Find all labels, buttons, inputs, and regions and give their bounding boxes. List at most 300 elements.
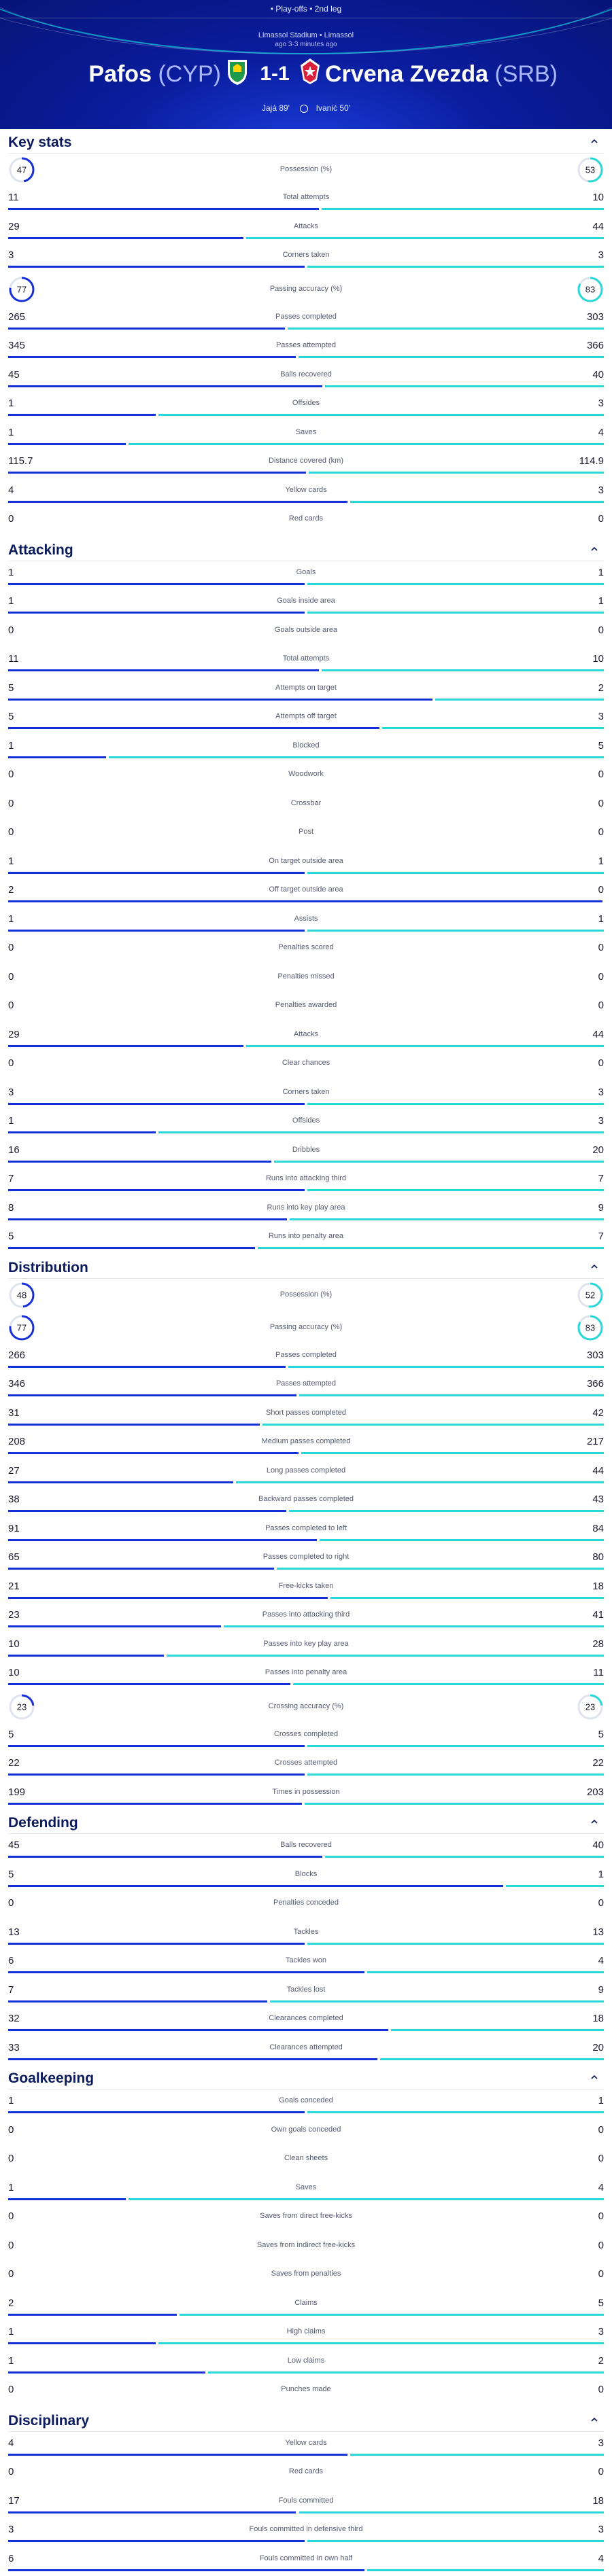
away-value: 2	[598, 682, 604, 694]
section-title: Goalkeeping	[8, 2070, 94, 2087]
home-value: 0	[8, 769, 14, 780]
home-value: 10	[8, 1667, 20, 1678]
stat-row-passing-accuracy	[8, 273, 604, 306]
home-value: 0	[8, 942, 14, 953]
stat-label: Corners taken	[117, 1088, 495, 1096]
home-stat-ring	[8, 1693, 35, 1721]
away-value: 0	[598, 1000, 604, 1011]
away-bar	[330, 1597, 604, 1599]
stat-label: Goals inside area	[117, 597, 495, 605]
stat-label: Total attempts	[117, 193, 495, 201]
away-bar	[325, 1856, 604, 1858]
stat-row-balls-recovered	[8, 1834, 604, 1863]
stat-row-crossing-accuracy	[8, 1691, 604, 1723]
home-value: 0	[8, 798, 14, 809]
home-bar	[8, 930, 305, 932]
home-bar	[8, 583, 305, 585]
away-value: 0	[598, 513, 604, 525]
home-value: 11	[8, 653, 19, 665]
home-team[interactable]	[88, 61, 221, 88]
away-value: 0	[598, 971, 604, 983]
stat-row-goals-inside-area	[8, 590, 604, 619]
home-value: 5	[8, 1869, 14, 1880]
stat-row-penalties-missed	[8, 966, 604, 995]
home-value: 265	[8, 311, 25, 323]
away-team-name: Crvena Zvezda	[325, 61, 488, 87]
away-value: 0	[598, 942, 604, 953]
stat-label: Saves	[117, 428, 495, 436]
stat-row-low-claims	[8, 2350, 604, 2379]
away-value: 5	[598, 1729, 604, 1740]
stat-label: Possession (%)	[117, 165, 495, 173]
chevron-up-icon[interactable]	[590, 1263, 598, 1271]
chevron-up-icon[interactable]	[590, 2416, 598, 2424]
away-value: 44	[592, 221, 604, 232]
stat-row-tackles	[8, 1921, 604, 1950]
stat-row-passes-attempted	[8, 1373, 604, 1402]
home-value: 208	[8, 1436, 25, 1447]
away-bar	[307, 2540, 604, 2542]
away-bar	[129, 2198, 604, 2200]
section-header[interactable]	[8, 1254, 604, 1279]
stat-label: Penalties missed	[117, 972, 495, 981]
home-team-name: Pafos	[88, 61, 152, 87]
home-value: 0	[8, 2384, 14, 2395]
stat-label: High claims	[117, 2327, 495, 2335]
home-value: 266	[8, 1349, 25, 1361]
stat-row-passes-completed-to-right	[8, 1546, 604, 1575]
stat-row-assists	[8, 908, 604, 937]
stat-label: Post	[117, 828, 495, 836]
away-value: 40	[592, 1839, 604, 1851]
stat-row-goals-conceded	[8, 2089, 604, 2119]
away-value: 4	[598, 2553, 604, 2564]
stat-row-post	[8, 821, 604, 850]
stat-label: Yellow cards	[117, 486, 495, 494]
away-value: 1	[598, 567, 604, 578]
stat-label: Crossing accuracy (%)	[117, 1702, 495, 1710]
stat-row-fouls-committed-in-defensive-third	[8, 2518, 604, 2547]
stat-label: Penalties scored	[117, 943, 495, 951]
home-value: 21	[8, 1581, 20, 1592]
away-value: 366	[587, 340, 604, 351]
away-crest-icon[interactable]	[299, 57, 321, 86]
home-value: 0	[8, 2153, 14, 2164]
home-value: 29	[8, 221, 20, 232]
stat-label: Passes into attacking third	[117, 1610, 495, 1619]
away-bar	[158, 1131, 604, 1133]
stat-label: Times in possession	[117, 1788, 495, 1796]
home-value: 5	[8, 1729, 14, 1740]
away-bar	[158, 2342, 604, 2344]
stat-label: Attempts off target	[117, 712, 495, 720]
home-value: 3	[8, 1087, 14, 1098]
away-stat-ring	[577, 1693, 604, 1721]
away-value: 0	[598, 769, 604, 780]
section-disciplinary	[0, 2407, 612, 2576]
home-bar	[8, 385, 322, 387]
away-bar	[382, 727, 605, 729]
stat-row-medium-passes-completed	[8, 1430, 604, 1460]
away-value: 5	[598, 2297, 604, 2309]
stat-label: Red cards	[117, 514, 495, 523]
home-bar	[8, 1481, 233, 1483]
section-attacking	[0, 537, 612, 1254]
home-bar	[8, 2569, 364, 2571]
home-value: 0	[8, 971, 14, 983]
stat-label: Saves from indirect free-kicks	[117, 2241, 495, 2249]
ring-value: 23	[585, 1701, 595, 1712]
away-value: 42	[592, 1407, 604, 1419]
away-value: 0	[598, 2124, 604, 2136]
home-value: 2	[8, 884, 14, 896]
away-value: 0	[598, 624, 604, 636]
home-value: 91	[8, 1523, 20, 1534]
stat-label: Low claims	[117, 2357, 495, 2365]
home-bar	[8, 328, 285, 330]
stat-label: Passes attempted	[117, 1379, 495, 1388]
home-bar	[8, 1655, 164, 1657]
away-value: 10	[592, 192, 604, 203]
home-bar	[8, 756, 106, 758]
stat-row-red-cards	[8, 2460, 604, 2490]
away-stat-ring	[577, 156, 604, 183]
away-value: 0	[598, 1897, 604, 1909]
stat-row-passes-into-key-play-area	[8, 1633, 604, 1662]
home-value: 33	[8, 2042, 20, 2053]
away-bar	[309, 472, 604, 474]
stat-row-attempts-off-target	[8, 705, 604, 735]
stat-row-penalties-scored	[8, 936, 604, 966]
stat-row-crossbar	[8, 792, 604, 822]
away-bar	[380, 2058, 604, 2060]
ring-value: 48	[17, 1290, 27, 1300]
home-bar	[8, 1745, 305, 1747]
away-value: 0	[598, 884, 604, 896]
away-bar	[288, 328, 604, 330]
stat-row-fouls-committed-in-own-half	[8, 2547, 604, 2576]
stats-sections	[0, 129, 612, 2576]
away-team[interactable]	[325, 61, 558, 88]
away-value: 43	[592, 1494, 604, 1505]
stat-row-saves	[8, 2176, 604, 2206]
home-bar	[8, 1218, 287, 1220]
away-bar	[277, 1568, 604, 1570]
stat-label: Clear chances	[117, 1059, 495, 1067]
home-value: 115.7	[8, 455, 33, 467]
stat-row-free-kicks-taken	[8, 1575, 604, 1604]
chevron-up-icon[interactable]	[590, 137, 598, 145]
ring-value: 77	[17, 284, 27, 294]
stat-label: Penalties conceded	[117, 1899, 495, 1907]
stat-row-possession	[8, 154, 604, 186]
section-defending	[0, 1810, 612, 2065]
section-header[interactable]	[8, 2407, 604, 2432]
stat-row-attacks	[8, 215, 604, 245]
away-bar	[307, 1103, 604, 1105]
home-value: 345	[8, 340, 25, 351]
stat-row-yellow-cards	[8, 2432, 604, 2461]
away-value: 1	[598, 913, 604, 925]
away-bar	[180, 2314, 604, 2316]
stat-row-runs-into-key-play-area	[8, 1197, 604, 1226]
home-value: 0	[8, 2124, 14, 2136]
away-bar	[307, 583, 604, 585]
away-value: 3	[598, 1115, 604, 1127]
away-value: 20	[592, 2042, 604, 2053]
away-value: 0	[598, 798, 604, 809]
stat-row-total-attempts	[8, 186, 604, 215]
away-value: 3	[598, 2524, 604, 2535]
stat-row-clearances-completed	[8, 2007, 604, 2036]
stat-label: Corners taken	[117, 251, 495, 259]
away-value: 44	[592, 1029, 604, 1040]
stat-label: Runs into attacking third	[117, 1174, 495, 1182]
ring-value: 83	[585, 284, 595, 294]
home-value: 45	[8, 369, 20, 381]
section-header[interactable]	[8, 1810, 604, 1834]
stat-label: Medium passes completed	[117, 1437, 495, 1445]
away-value: 5	[598, 740, 604, 752]
home-bar	[8, 872, 305, 874]
away-bar	[290, 1218, 604, 1220]
away-value: 114.9	[579, 455, 604, 467]
stat-row-high-claims	[8, 2321, 604, 2350]
stat-label: Passes completed	[117, 313, 495, 321]
away-bar	[299, 2511, 605, 2513]
home-value: 17	[8, 2495, 20, 2507]
home-bar	[8, 1943, 305, 1945]
stat-label: Crosses completed	[117, 1730, 495, 1738]
away-bar	[299, 356, 604, 358]
stat-label: Crosses attempted	[117, 1759, 495, 1767]
away-value: 18	[592, 2495, 604, 2507]
stat-label: Offsides	[117, 399, 495, 407]
stat-row-fouls-committed	[8, 2490, 604, 2519]
home-value: 0	[8, 2210, 14, 2222]
stat-label: Punches made	[117, 2385, 495, 2393]
away-value: 1	[598, 2095, 604, 2106]
away-bar	[307, 1943, 604, 1945]
stat-label: Balls recovered	[117, 370, 495, 378]
away-bar	[262, 1424, 604, 1426]
home-bar	[8, 1161, 271, 1163]
stat-label: Passes completed to right	[117, 1553, 495, 1561]
away-value: 40	[592, 369, 604, 381]
home-value: 199	[8, 1786, 25, 1798]
home-value: 4	[8, 2437, 14, 2449]
stat-label: Passes attempted	[117, 341, 495, 349]
stat-label: Tackles won	[117, 1956, 495, 1964]
stat-label: Attempts on target	[117, 684, 495, 692]
ring-value: 77	[17, 1322, 27, 1333]
home-bar	[8, 2371, 205, 2374]
home-bar	[8, 900, 602, 902]
away-value: 7	[598, 1173, 604, 1184]
ring-value: 23	[17, 1701, 27, 1712]
home-value: 23	[8, 1609, 20, 1621]
home-bar	[8, 1510, 286, 1512]
home-bar	[8, 1774, 305, 1776]
home-bar	[8, 1424, 260, 1426]
home-bar	[8, 1856, 322, 1858]
stat-row-crosses-completed	[8, 1723, 604, 1752]
stat-label: Passes completed	[117, 1351, 495, 1359]
home-bar	[8, 237, 243, 239]
home-bar	[8, 2454, 347, 2456]
stat-row-passes-into-penalty-area	[8, 1661, 604, 1691]
stat-label: Blocks	[117, 1870, 495, 1878]
home-bar	[8, 1597, 328, 1599]
away-value: 303	[587, 1349, 604, 1361]
away-bar	[320, 1539, 604, 1541]
away-bar	[246, 1045, 604, 1047]
home-value: 1	[8, 398, 14, 409]
home-crest-icon[interactable]	[226, 57, 249, 86]
home-bar	[8, 1568, 274, 1570]
stat-row-offsides	[8, 392, 604, 421]
home-value: 1	[8, 2095, 14, 2106]
stat-label: Fouls committed in own half	[117, 2554, 495, 2562]
away-value: 4	[598, 427, 604, 438]
away-value: 203	[587, 1786, 604, 1798]
home-value: 1	[8, 855, 14, 867]
stat-label: Fouls committed in defensive third	[117, 2525, 495, 2533]
away-value: 303	[587, 311, 604, 323]
stat-label: Tackles lost	[117, 1986, 495, 1994]
stat-label: Penalties awarded	[117, 1001, 495, 1009]
home-bar	[8, 1394, 296, 1396]
home-value: 1	[8, 913, 14, 925]
away-value: 0	[598, 2210, 604, 2222]
home-value: 0	[8, 1057, 14, 1069]
stat-row-long-passes-completed	[8, 1460, 604, 1489]
home-stat-ring	[8, 1282, 35, 1309]
away-bar	[391, 2029, 604, 2031]
home-value: 7	[8, 1173, 14, 1184]
stat-row-passes-completed-to-left	[8, 1517, 604, 1547]
stat-row-saves-from-indirect-free-kicks	[8, 2234, 604, 2263]
home-value: 7	[8, 1984, 14, 1996]
home-bar	[8, 727, 379, 729]
ring-value: 53	[585, 165, 595, 175]
stat-label: Passes completed to left	[117, 1524, 495, 1532]
away-value: 18	[592, 1581, 604, 1592]
section-title: Distribution	[8, 1260, 88, 1276]
stat-row-tackles-lost	[8, 1979, 604, 2008]
stat-label: Backward passes completed	[117, 1495, 495, 1503]
away-value: 3	[598, 2326, 604, 2337]
stat-label: Free-kicks taken	[117, 1582, 495, 1590]
stat-label: Possession (%)	[117, 1290, 495, 1299]
section-header[interactable]	[8, 2065, 604, 2089]
section-header[interactable]	[8, 537, 604, 561]
home-value: 6	[8, 1955, 14, 1966]
stat-row-on-target-outside-area	[8, 850, 604, 879]
home-value: 1	[8, 2355, 14, 2367]
home-bar	[8, 612, 305, 614]
away-bar	[307, 930, 604, 932]
stat-row-offsides	[8, 1110, 604, 1139]
stat-label: Blocked	[117, 741, 495, 749]
stat-label: Long passes completed	[117, 1466, 495, 1475]
home-value: 31	[8, 1407, 20, 1419]
home-bar	[8, 2058, 377, 2060]
stat-label: Saves from penalties	[117, 2270, 495, 2278]
stat-label: Dribbles	[117, 1146, 495, 1154]
stat-row-yellow-cards	[8, 479, 604, 508]
chevron-up-icon[interactable]	[590, 545, 598, 553]
home-value: 32	[8, 2013, 20, 2024]
section-title: Attacking	[8, 542, 73, 559]
home-bar	[8, 1103, 305, 1105]
away-value: 1	[598, 1869, 604, 1880]
stat-label: Clearances attempted	[117, 2043, 495, 2051]
stat-row-passing-accuracy	[8, 1311, 604, 1344]
away-value: 0	[598, 826, 604, 838]
home-bar	[8, 2342, 156, 2344]
section-goalkeeping	[0, 2065, 612, 2407]
chevron-up-icon[interactable]	[590, 2073, 598, 2081]
stat-row-distance-covered-km	[8, 450, 604, 479]
stat-row-attacks	[8, 1023, 604, 1053]
section-title: Key stats	[8, 135, 71, 151]
away-bar	[246, 237, 604, 239]
stat-label: Goals	[117, 568, 495, 576]
home-value: 1	[8, 2326, 14, 2337]
stat-label: Claims	[117, 2299, 495, 2307]
stat-label: Yellow cards	[117, 2439, 495, 2447]
home-value: 29	[8, 1029, 20, 1040]
home-value: 22	[8, 1757, 20, 1769]
home-bar	[8, 266, 305, 268]
stat-row-crosses-attempted	[8, 1752, 604, 1781]
away-scorer: Ivanić 50'	[316, 103, 350, 113]
stat-label: Tackles	[117, 1928, 495, 1936]
section-header[interactable]	[8, 129, 604, 154]
chevron-up-icon[interactable]	[590, 1818, 598, 1826]
away-value: 84	[592, 1523, 604, 1534]
home-value: 1	[8, 427, 14, 438]
stat-label: Short passes completed	[117, 1409, 495, 1417]
stat-row-punches-made	[8, 2378, 604, 2407]
home-value: 65	[8, 1551, 20, 1563]
stat-row-corners-taken	[8, 1081, 604, 1110]
away-bar	[158, 414, 604, 416]
goal-scorers	[0, 103, 612, 113]
stat-label: Runs into key play area	[117, 1203, 495, 1212]
stat-label: Offsides	[117, 1116, 495, 1125]
away-value: 4	[598, 2182, 604, 2193]
away-bar	[167, 1655, 604, 1657]
stat-label: Goals outside area	[117, 626, 495, 634]
away-bar	[270, 2000, 604, 2002]
away-bar	[307, 1189, 604, 1191]
stat-row-tackles-won	[8, 1949, 604, 1979]
away-bar	[435, 699, 604, 701]
ring-value: 47	[17, 165, 27, 175]
away-bar	[129, 443, 604, 445]
stat-row-runs-into-attacking-third	[8, 1167, 604, 1197]
section-title: Defending	[8, 1815, 78, 1831]
stat-label: Passing accuracy (%)	[117, 1323, 495, 1331]
away-value: 13	[592, 1926, 604, 1938]
competition-round[interactable]: • Play-offs • 2nd leg	[0, 4, 612, 14]
away-value: 0	[598, 2466, 604, 2477]
away-bar	[350, 501, 604, 503]
away-value: 0	[598, 2268, 604, 2280]
home-stat-ring	[8, 276, 35, 303]
